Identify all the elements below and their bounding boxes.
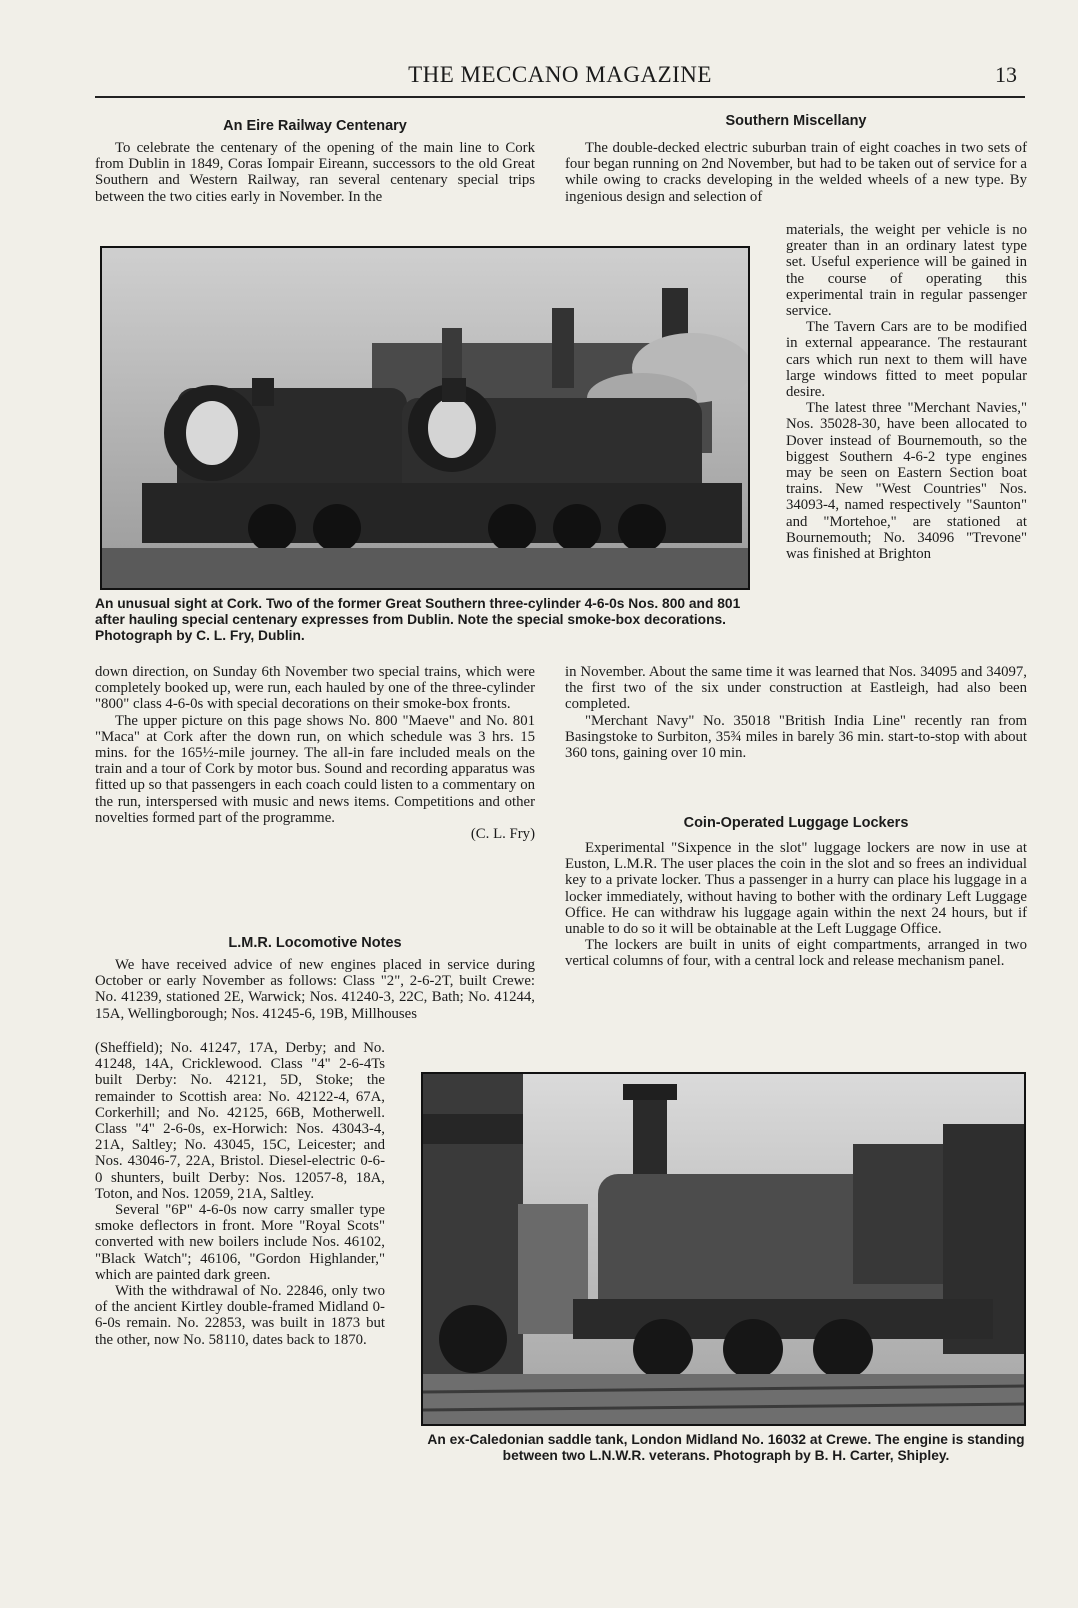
southern-paragraph-4: "Merchant Navy" No. 35018 "British India Line" recently ran from Basingstoke to Surbiton, 35¾ miles in barely 36 min. start-to-stop with about 360 tons, gaining over 10 min. <box>565 712 1027 762</box>
masthead <box>95 62 1025 98</box>
page-number: 13 <box>995 62 1017 87</box>
magazine-title: THE MECCANO MAGAZINE <box>408 62 712 87</box>
lmr-paragraph-1a: We have received advice of new engines placed in service during October or early November as follows: Class "2", 2-6-2T, built Crewe: No. 41239, stationed 2E, Warwick; Nos. 41240-3, 22C, Bath; No. 41244, 15A, Wellingborough; Nos. 41245-6, 19B, Millhouses <box>95 957 535 1022</box>
eire-paragraph-1: To celebrate the centenary of the opening of the main line to Cork from Dublin in 1849, Coras Iompair Eireann, successors to the old Great Southern and Western Railway, ran several centenary special trips between the two cities early in November. In the <box>95 140 535 205</box>
lmr-paragraph-3: With the withdrawal of No. 22846, only two of the ancient Kirtley double-framed Midland 0-6-0s remain. No. 22853, was built in 1873 but the other, now No. 58110, dates back to 1870. <box>95 1283 385 1348</box>
southern-paragraph-3b: in November. About the same time it was learned that Nos. 34095 and 34097, the first two of the six under construction at Eastleigh, had also been completed. <box>565 664 1027 713</box>
lmr-heading: L.M.R. Locomotive Notes <box>228 935 402 951</box>
lockers-paragraph-1: Experimental "Sixpence in the slot" luggage lockers are now in use at Euston, L.M.R. The user places the coin in the slot and so frees an individual key to a private locker. Thus a passenger in a hurry can place his luggage in a locker immediately, without having to bother with the ordinary Left Luggage Office. He can withdraw his luggage again within the next 24 hours, but if unable to do so it will be obtainable at the Left Luggage Office. <box>565 840 1027 938</box>
southern-paragraph-2: The Tavern Cars are to be modified in external appearance. The restaurant cars which run next to them will have large windows fitted to meet popular desire. <box>786 319 1027 401</box>
southern-text-narrow <box>786 222 1027 562</box>
eire-text-top <box>95 140 535 205</box>
southern-text-bottom <box>565 664 1027 761</box>
southern-heading: Southern Miscellany <box>725 113 867 129</box>
saddle-tank-caption: An ex-Caledonian saddle tank, London Midland No. 16032 at Crewe. The engine is standing between two L.N.W.R. veterans. Photograph by B. H. Carter, Shipley. <box>427 1432 1025 1463</box>
locomotives-cork-image <box>102 248 748 588</box>
southern-text-top <box>565 140 1027 205</box>
lockers-paragraph-2: The lockers are built in units of eight compartments, arranged in two vertical columns of four, with a central lock and release mechanism panel. <box>565 937 1027 970</box>
eire-text-bottom <box>95 664 535 842</box>
locomotives-cork-caption: An unusual sight at Cork. Two of the former Great Southern three-cylinder 4-6-0s Nos. 800 and 801 after hauling special centenary expresses from Dublin. Note the special smoke-box decorations. Photograph by C. L. Fry, Dublin. <box>95 596 741 643</box>
eire-credit: (C. L. Fry) <box>470 826 535 843</box>
lmr-paragraph-1b: (Sheffield); No. 41247, 17A, Derby; and No. 41248, 14A, Cricklewood. Class "4" 2-6-4Ts built Derby: No. 42121, 5D, Stoke; the remainder to Scottish area: No. 42122-4, 67A, Corkerhill; and No. 42125, 66B, Motherwell. Class "4" 2-6-0s, ex-Horwich: Nos. 43043-4, 21A, Saltley; No. 43045, 15C, Leicester; and Nos. 43046-7, 22A, Bristol. Diesel-electric 0-6-0 shunters, built Derby: Nos. 12057-8, 18A, Toton, and Nos. 12059, 21A, Saltley. <box>95 1040 385 1202</box>
lockers-text <box>565 840 1027 970</box>
saddle-tank-image <box>423 1074 1024 1424</box>
saddle-tank-photo <box>421 1072 1026 1426</box>
southern-paragraph-3a: The latest three "Merchant Navies," Nos. 35028-30, have been allocated to Dover instead of Bournemouth, so the biggest Southern 4-6-2 type engines may be seen on Eastern Section boat trains. New "West Countries" Nos. 34093-4, named respectively "Saunton" and "Mortehoe," are stationed at Bournemouth; No. 34096 "Trevone" was finished at Brighton <box>786 400 1027 563</box>
eire-paragraph-2: down direction, on Sunday 6th November two special trains, which were completely booked up, were run, each hauled by one of the three-cylinder "800" class 4-6-0s with special decorations on their smoke-box fronts. <box>95 664 535 713</box>
eire-paragraph-3: The upper picture on this page shows No. 800 "Maeve" and No. 801 "Maca" at Cork after the down run, on which schedule was 3 hrs. 15 mins. for the 165½-mile journey. The all-in fare included meals on the train and a tour of Cork by motor bus. Sound and recording apparatus was fitted up so that passengers in each coach could listen to a commentary on the run, interspersed with music and news items. Competitions and other novelties formed part of the programme. <box>95 712 535 826</box>
lmr-text-top <box>95 957 535 1022</box>
lockers-heading: Coin-Operated Luggage Lockers <box>683 815 909 831</box>
lmr-paragraph-2: Several "6P" 4-6-0s now carry smaller type smoke deflectors in front. More "Royal Scots" converted with new boilers include Nos. 46102, "Black Watch"; 46106, "Gordon Highlander," which are painted dark green. <box>95 1202 385 1283</box>
lmr-text-narrow <box>95 1040 385 1348</box>
locomotives-cork-photo <box>100 246 750 590</box>
eire-heading: An Eire Railway Centenary <box>223 118 407 134</box>
southern-paragraph-1b: materials, the weight per vehicle is no greater than in an ordinary latest type set. Useful experience will be gained in the course of operating this experimental train in regular passenger service. <box>786 222 1027 320</box>
southern-paragraph-1a: The double-decked electric suburban train of eight coaches in two sets of four began running on 2nd November, but had to be taken out of service for a while owing to cracks developing in the welded wheels of a new type. By ingenious design and selection of <box>565 140 1027 205</box>
